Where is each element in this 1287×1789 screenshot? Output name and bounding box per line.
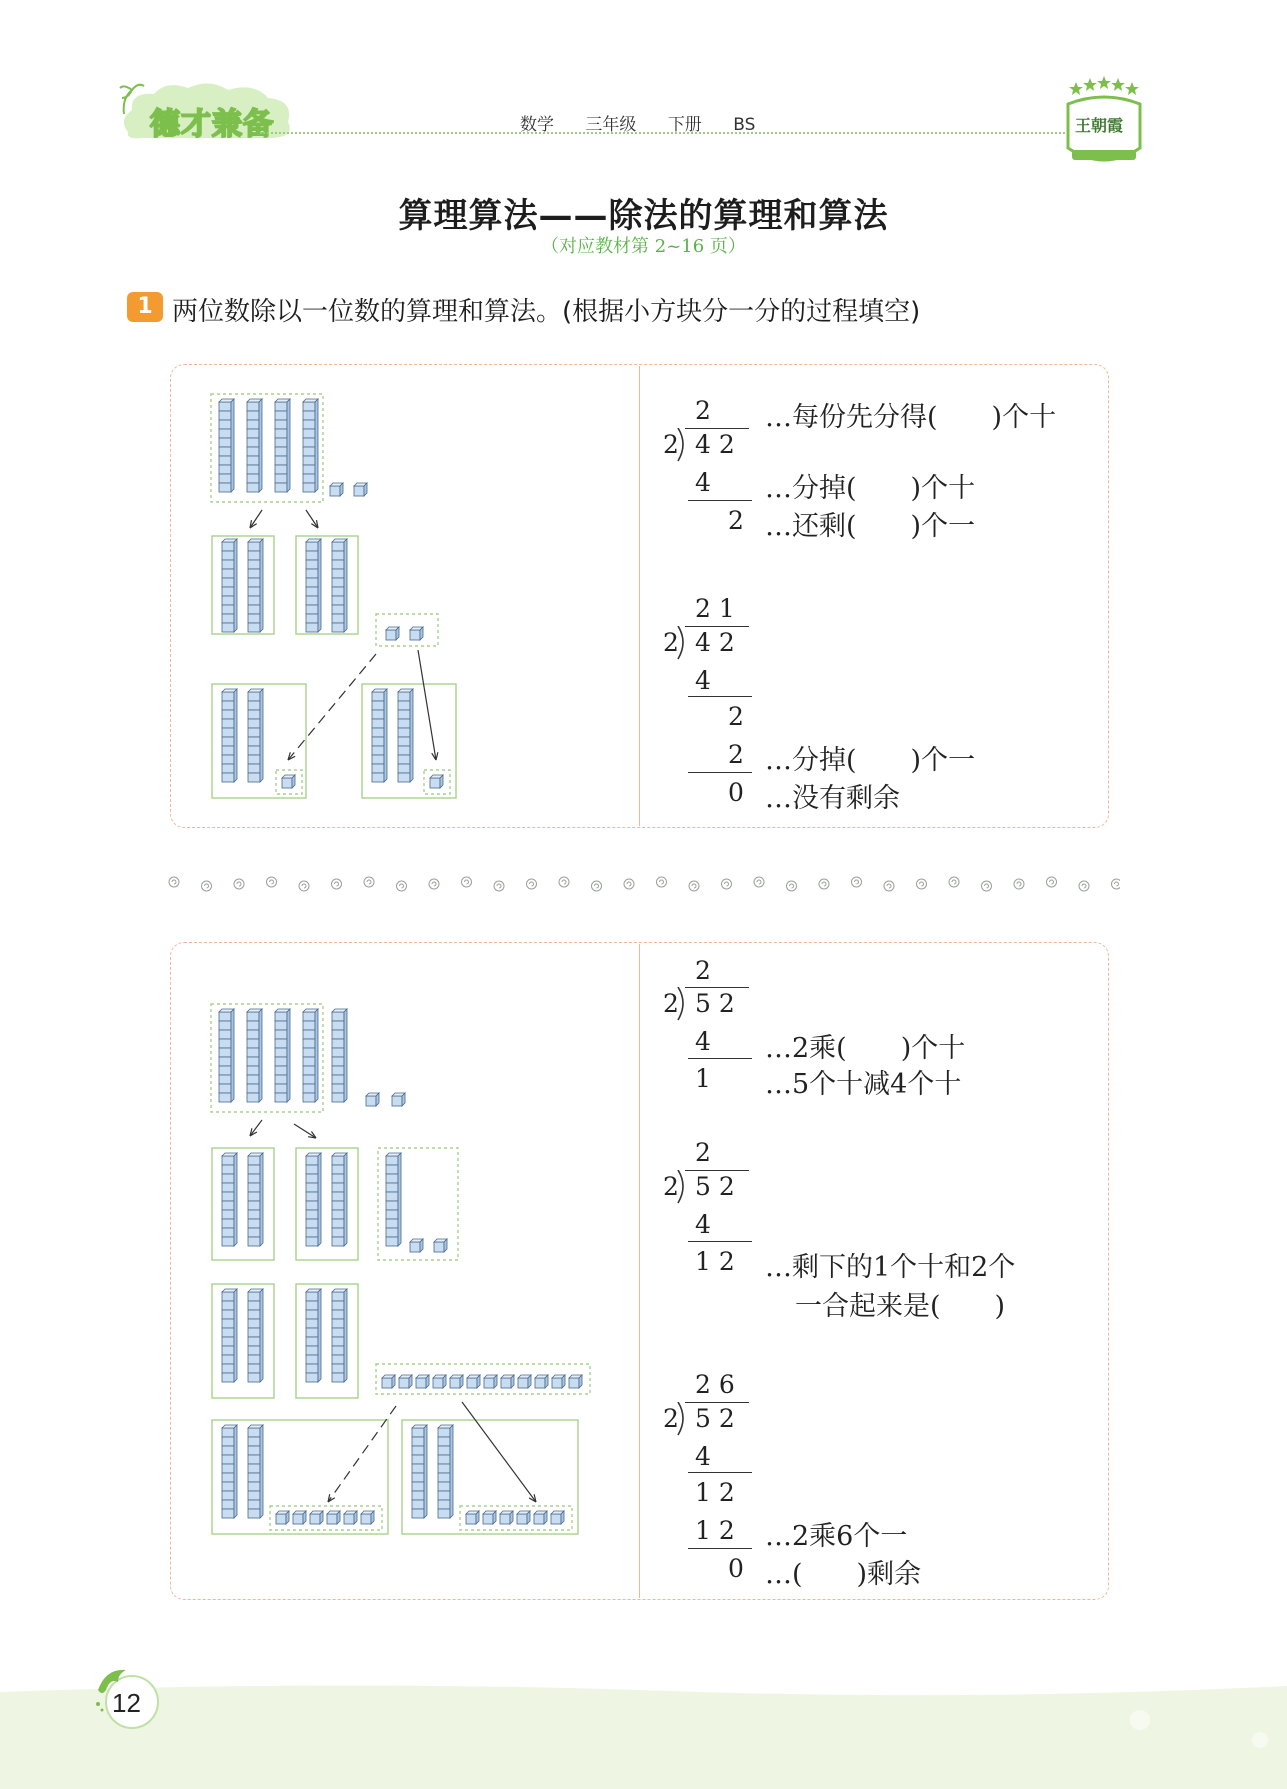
ten-rod bbox=[247, 1009, 262, 1102]
swirl-icon bbox=[1112, 879, 1121, 889]
divisor: 2 bbox=[663, 430, 679, 459]
long-division-bracket bbox=[676, 1170, 688, 1204]
swirl-icon bbox=[592, 881, 602, 891]
note-remainder: …还剩( )个一 bbox=[765, 511, 976, 542]
note-product: …分掉( )个十 bbox=[765, 473, 976, 504]
subtraction-line bbox=[688, 500, 752, 501]
unit-cube bbox=[327, 1511, 340, 1524]
dividend: 4 2 bbox=[695, 628, 735, 657]
ten-rod bbox=[332, 1153, 347, 1246]
divisor: 2 bbox=[663, 1172, 679, 1201]
arrow-head bbox=[308, 1131, 316, 1138]
group-frame bbox=[296, 536, 358, 634]
brand-text: 德才兼备 bbox=[150, 107, 274, 142]
division-bar bbox=[685, 626, 749, 627]
unit-cube bbox=[361, 1511, 374, 1524]
ten-rod bbox=[306, 1153, 321, 1246]
swirl-icon bbox=[949, 877, 959, 887]
swirl-icon bbox=[657, 877, 667, 887]
divisor: 2 bbox=[663, 989, 679, 1018]
product-ones: 2 bbox=[728, 740, 744, 769]
unit-cube bbox=[569, 1375, 582, 1388]
swirl-icon bbox=[754, 877, 764, 887]
quotient: 2 bbox=[695, 956, 711, 985]
ten-rod bbox=[306, 1289, 321, 1382]
ten-rod bbox=[303, 1009, 318, 1102]
ten-rod bbox=[222, 689, 237, 782]
quotient: 2 bbox=[695, 1138, 711, 1167]
ten-rod bbox=[332, 1009, 347, 1102]
ten-rod bbox=[219, 399, 234, 492]
swirl-icon bbox=[624, 879, 634, 889]
remainder: 2 bbox=[728, 506, 744, 535]
arrow-line bbox=[306, 510, 318, 528]
ten-rod bbox=[248, 1425, 263, 1518]
long-division-bracket bbox=[676, 1402, 688, 1436]
group-frame bbox=[376, 614, 438, 646]
subtraction-line bbox=[688, 1241, 752, 1242]
carry-down: 2 bbox=[728, 702, 744, 731]
subtraction-line bbox=[688, 1058, 752, 1059]
division-bar bbox=[685, 428, 749, 429]
unit-cube bbox=[433, 1375, 446, 1388]
quotient: 2 bbox=[695, 396, 711, 425]
ten-rod bbox=[372, 689, 387, 782]
volume-label: 下册 bbox=[667, 115, 702, 135]
decorative-swirl-divider bbox=[160, 870, 1120, 900]
unit-cube bbox=[344, 1511, 357, 1524]
unit-cube bbox=[410, 1239, 423, 1252]
long-division-bracket bbox=[676, 987, 688, 1021]
remainder: 0 bbox=[728, 778, 744, 807]
group-frame bbox=[212, 1284, 274, 1398]
note-remainder: …5个十减4个十 bbox=[765, 1069, 962, 1100]
question-number-badge: 1 bbox=[127, 292, 163, 322]
unit-cube bbox=[310, 1511, 323, 1524]
unit-cube bbox=[450, 1375, 463, 1388]
problem2-divider bbox=[639, 944, 640, 1598]
unit-cube bbox=[551, 1511, 564, 1524]
ten-rod bbox=[275, 399, 290, 492]
unit-cube bbox=[430, 775, 443, 788]
note-product: …2乘6个一 bbox=[765, 1521, 908, 1552]
ten-rod bbox=[248, 689, 263, 782]
ten-rod bbox=[275, 1009, 290, 1102]
subtraction-line bbox=[688, 696, 752, 697]
ten-rod bbox=[222, 1425, 237, 1518]
swirl-icon bbox=[397, 881, 407, 891]
product: 4 bbox=[695, 1210, 711, 1239]
note-quotient: …每份先分得( )个十 bbox=[765, 402, 1057, 433]
unit-cube bbox=[410, 627, 423, 640]
unit-cube bbox=[500, 1511, 513, 1524]
problem1-divider bbox=[639, 366, 640, 826]
note-product: …分掉( )个一 bbox=[765, 745, 976, 776]
unit-cube bbox=[386, 627, 399, 640]
ten-rod bbox=[398, 689, 413, 782]
arrow-line bbox=[250, 1120, 262, 1136]
note-product: …2乘( )个十 bbox=[765, 1033, 966, 1064]
swirl-icon bbox=[722, 879, 732, 889]
long-division-bracket bbox=[676, 428, 688, 462]
remainder: 0 bbox=[728, 1554, 744, 1583]
swirl-icon bbox=[527, 879, 537, 889]
footer-wave bbox=[0, 1680, 1287, 1789]
unit-cube bbox=[434, 1239, 447, 1252]
ten-rod bbox=[386, 1153, 401, 1246]
note-remainder: …( )剩余 bbox=[765, 1559, 922, 1590]
swirl-icon bbox=[917, 879, 927, 889]
unit-cube bbox=[534, 1511, 547, 1524]
unit-cube bbox=[293, 1511, 306, 1524]
swirl-icon bbox=[462, 877, 472, 887]
dividend: 5 2 bbox=[695, 1172, 735, 1201]
ten-rod bbox=[332, 1289, 347, 1382]
remainder: 1 bbox=[695, 1064, 711, 1093]
swirl-icon bbox=[787, 881, 797, 891]
edition-label: BS bbox=[733, 115, 756, 135]
grade-label: 三年级 bbox=[585, 115, 637, 135]
product-tens: 4 bbox=[695, 1442, 711, 1471]
remainder: 1 2 bbox=[695, 1247, 735, 1276]
unit-cube bbox=[392, 1093, 405, 1106]
swirl-icon bbox=[1079, 881, 1089, 891]
swirl-icon bbox=[429, 879, 439, 889]
swirl-icon bbox=[1014, 879, 1024, 889]
problem1-block-diagram bbox=[200, 380, 620, 810]
unit-cube bbox=[518, 1375, 531, 1388]
arrow-line bbox=[462, 1402, 536, 1502]
unit-cube bbox=[276, 1511, 289, 1524]
note-remainder: …没有剩余 bbox=[765, 783, 900, 814]
division-bar bbox=[685, 1170, 749, 1171]
unit-cube bbox=[382, 1375, 395, 1388]
note-line2: 一合起来是( ) bbox=[795, 1291, 1006, 1322]
swirl-icon bbox=[689, 881, 699, 891]
arrow-line bbox=[294, 1124, 316, 1138]
swirl-icon bbox=[202, 881, 212, 891]
swirl-icon bbox=[332, 879, 342, 889]
swirl-icon bbox=[299, 881, 309, 891]
ten-rod bbox=[222, 1289, 237, 1382]
header-info bbox=[520, 110, 771, 135]
division-bar bbox=[685, 987, 749, 988]
quotient: 2 6 bbox=[695, 1370, 735, 1399]
swirl-icon bbox=[494, 881, 504, 891]
unit-cube bbox=[552, 1375, 565, 1388]
swirl-icon bbox=[267, 877, 277, 887]
swirl-icon bbox=[852, 877, 862, 887]
ten-rod bbox=[247, 399, 262, 492]
quotient: 2 1 bbox=[695, 594, 735, 623]
ten-rod bbox=[438, 1425, 453, 1518]
ten-rod bbox=[222, 1153, 237, 1246]
ten-rod bbox=[219, 1009, 234, 1102]
swirl-icon bbox=[1047, 877, 1057, 887]
product: 4 bbox=[695, 1027, 711, 1056]
unit-cube bbox=[399, 1375, 412, 1388]
subtraction-line bbox=[688, 772, 752, 773]
swirl-icon bbox=[559, 877, 569, 887]
problem2-block-diagram bbox=[200, 996, 600, 1546]
swirl-icon bbox=[819, 879, 829, 889]
unit-cube bbox=[484, 1375, 497, 1388]
question-text: 两位数除以一位数的算理和算法。(根据小方块分一分的过程填空) bbox=[172, 297, 921, 327]
unit-cube bbox=[483, 1511, 496, 1524]
ten-rod bbox=[412, 1425, 427, 1518]
unit-cube bbox=[535, 1375, 548, 1388]
carry-down: 1 2 bbox=[695, 1478, 735, 1507]
product-ones: 1 2 bbox=[695, 1516, 735, 1545]
divisor: 2 bbox=[663, 1404, 679, 1433]
subtraction-line bbox=[688, 1548, 752, 1549]
arrow-line bbox=[418, 650, 436, 760]
seal-name: 王朝霞 bbox=[1075, 116, 1124, 135]
unit-cube bbox=[467, 1375, 480, 1388]
ten-rod bbox=[248, 1153, 263, 1246]
ten-rod bbox=[248, 539, 263, 632]
subject-label: 数学 bbox=[520, 115, 554, 135]
swirl-icon bbox=[884, 881, 894, 891]
swirl-icon bbox=[234, 879, 244, 889]
divisor: 2 bbox=[663, 628, 679, 657]
group-frame bbox=[296, 1148, 358, 1260]
unit-cube bbox=[501, 1375, 514, 1388]
arrow-line bbox=[250, 510, 262, 528]
unit-cube bbox=[466, 1511, 479, 1524]
swirl-icon bbox=[169, 877, 179, 887]
unit-cube bbox=[354, 483, 367, 496]
dividend: 5 2 bbox=[695, 1404, 735, 1433]
group-frame bbox=[296, 1284, 358, 1398]
ten-rod bbox=[306, 539, 321, 632]
arrow-line bbox=[288, 654, 376, 760]
ten-rod bbox=[222, 539, 237, 632]
note-line1: …剩下的1个十和2个 bbox=[765, 1252, 1016, 1283]
unit-cube bbox=[517, 1511, 530, 1524]
page-subtitle: （对应教材第 2~16 页） bbox=[541, 236, 746, 257]
swirl-icon bbox=[364, 877, 374, 887]
group-frame bbox=[212, 536, 274, 634]
long-division-bracket bbox=[676, 626, 688, 660]
unit-cube bbox=[330, 483, 343, 496]
unit-cube bbox=[282, 775, 295, 788]
division-bar bbox=[685, 1402, 749, 1403]
dividend: 5 2 bbox=[695, 989, 735, 1018]
dividend: 4 2 bbox=[695, 430, 735, 459]
ten-rod bbox=[303, 399, 318, 492]
product-tens: 4 bbox=[695, 666, 711, 695]
page-number: 12 bbox=[112, 1688, 141, 1718]
swirl-icon bbox=[982, 881, 992, 891]
ten-rod bbox=[248, 1289, 263, 1382]
ten-rod bbox=[332, 539, 347, 632]
unit-cube bbox=[366, 1093, 379, 1106]
subtraction-line bbox=[688, 1472, 752, 1473]
unit-cube bbox=[416, 1375, 429, 1388]
group-frame bbox=[212, 1148, 274, 1260]
page-title: 算理算法——除法的算理和算法 bbox=[398, 196, 889, 236]
product: 4 bbox=[695, 468, 711, 497]
